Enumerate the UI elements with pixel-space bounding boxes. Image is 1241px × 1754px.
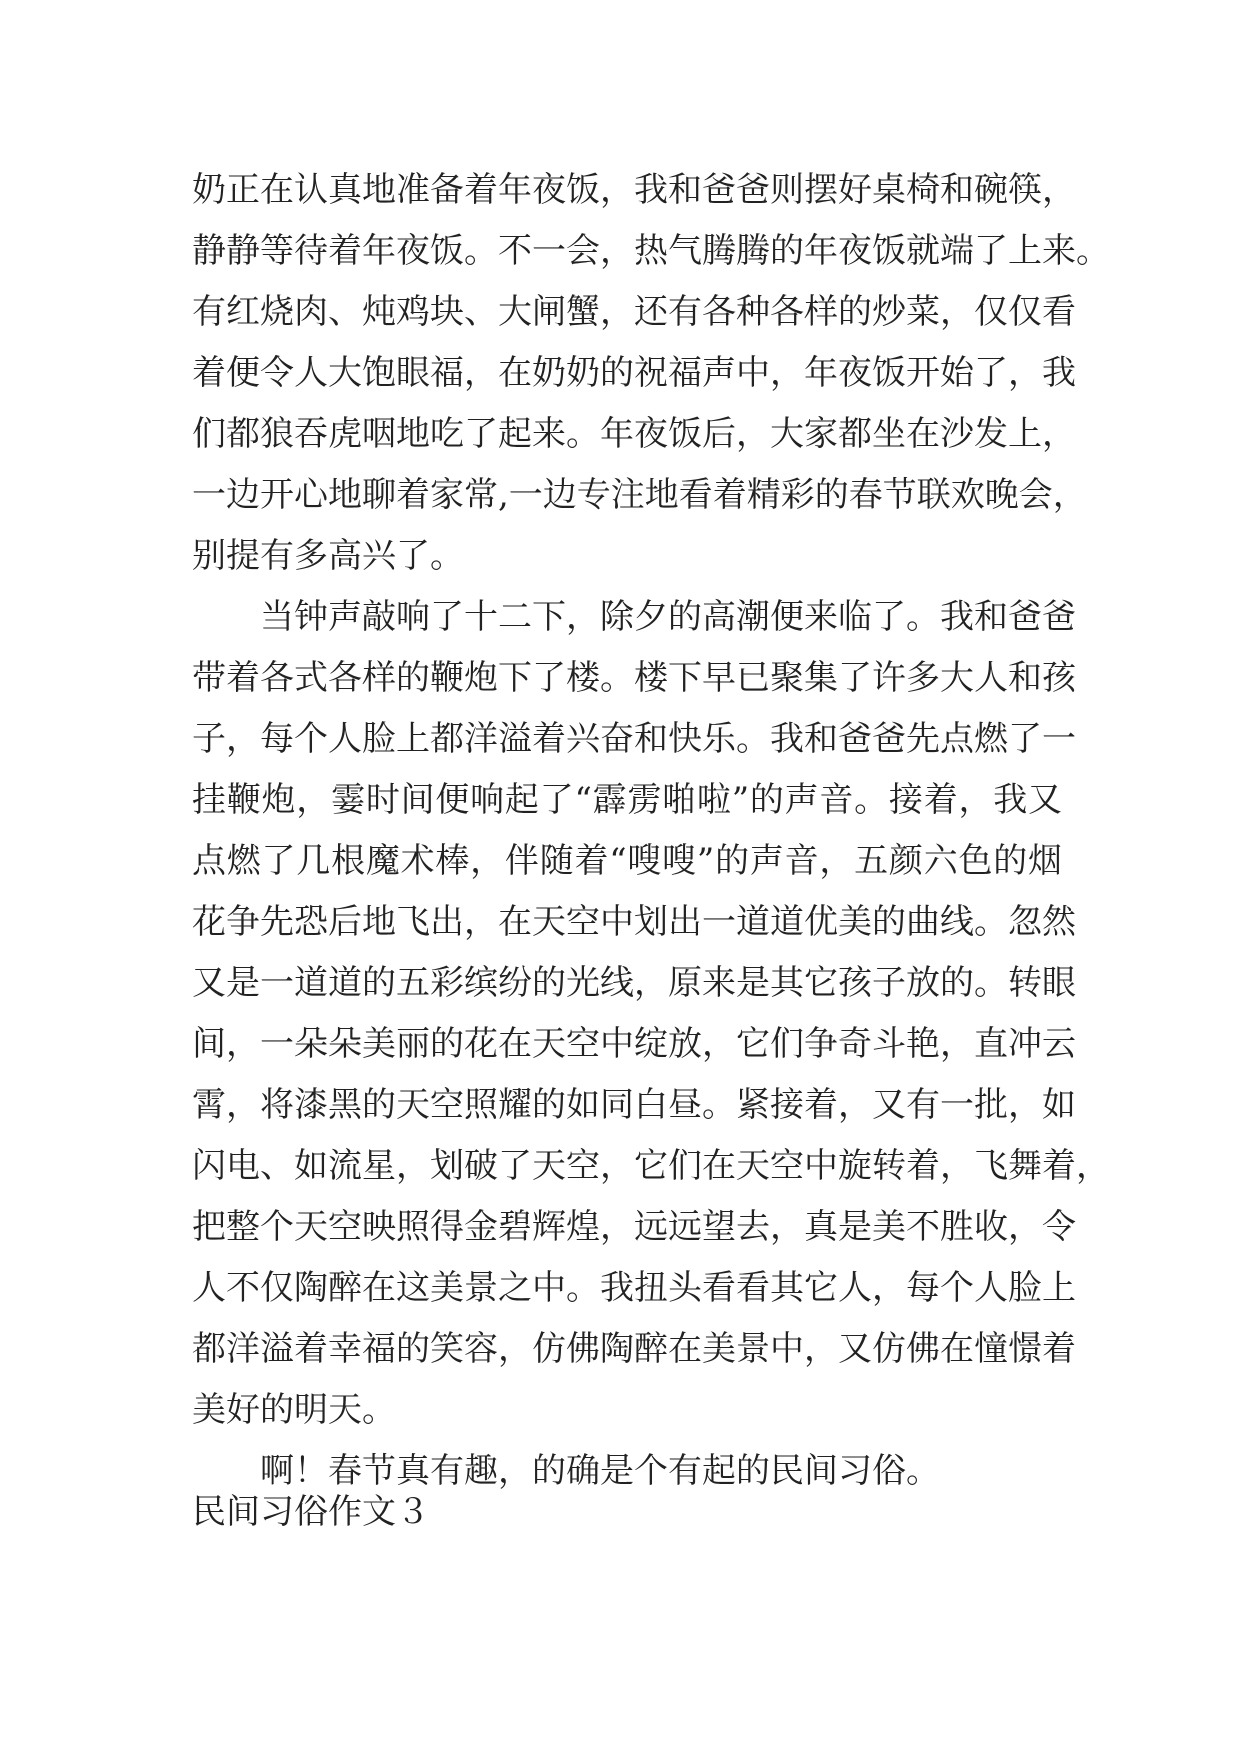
text-line: 间，一朵朵美丽的花在天空中绽放，它们争奇斗艳，直冲云	[192, 1024, 1076, 1064]
text-line: 把整个天空映照得金碧辉煌，远远望去，真是美不胜收，令	[192, 1207, 1076, 1247]
text-line: 又是一道道的五彩缤纷的光线，原来是其它孩子放的。转眼	[192, 963, 1076, 1003]
text-line: 点燃了几根魔术棒，伴随着“嗖嗖”的声音，五颜六色的烟	[192, 841, 1062, 881]
text-line: 着便令人大饱眼福，在奶奶的祝福声中，年夜饭开始了，我	[192, 353, 1076, 393]
text-line: 子，每个人脸上都洋溢着兴奋和快乐。我和爸爸先点燃了一	[192, 719, 1076, 759]
text-line: 有红烧肉、炖鸡块、大闸蟹，还有各种各样的炒菜，仅仅看	[192, 292, 1076, 332]
text-line: 人不仅陶醉在这美景之中。我扭头看看其它人，每个人脸上	[192, 1268, 1076, 1308]
text-line: 一边开心地聊着家常,一边专注地看着精彩的春节联欢晚会，	[192, 475, 1087, 515]
text-line: 闪电、如流星，划破了天空，它们在天空中旋转着，飞舞着，	[192, 1146, 1110, 1186]
text-line: 都洋溢着幸福的笑容，仿佛陶醉在美景中，又仿佛在憧憬着	[192, 1329, 1076, 1369]
text-line: 美好的明天。	[192, 1390, 396, 1430]
text-line: 静静等待着年夜饭。不一会，热气腾腾的年夜饭就端了上来。	[192, 231, 1110, 271]
text-line: 啊！春节真有趣，的确是个有起的民间习俗。	[260, 1451, 940, 1491]
text-line: 带着各式各样的鞭炮下了楼。楼下早已聚集了许多大人和孩	[192, 658, 1076, 698]
text-line: 奶正在认真地准备着年夜饭，我和爸爸则摆好桌椅和碗筷，	[192, 170, 1076, 210]
paragraph	[192, 160, 1110, 587]
text-line: 别提有多高兴了。	[192, 536, 464, 576]
essay-body	[192, 160, 1110, 1502]
text-line: 花争先恐后地飞出，在天空中划出一道道优美的曲线。忽然	[192, 902, 1076, 942]
section-heading: 民间习俗作文３	[192, 1492, 430, 1532]
text-line: 霄，将漆黑的天空照耀的如同白昼。紧接着，又有一批，如	[192, 1085, 1076, 1125]
text-line: 挂鞭炮，霎时间便响起了“霹雳啪啦”的声音。接着，我又	[192, 780, 1062, 820]
paragraph	[192, 587, 1110, 1441]
text-line: 当钟声敲响了十二下，除夕的高潮便来临了。我和爸爸	[260, 597, 1076, 637]
text-line: 们都狼吞虎咽地吃了起来。年夜饭后，大家都坐在沙发上，	[192, 414, 1076, 454]
